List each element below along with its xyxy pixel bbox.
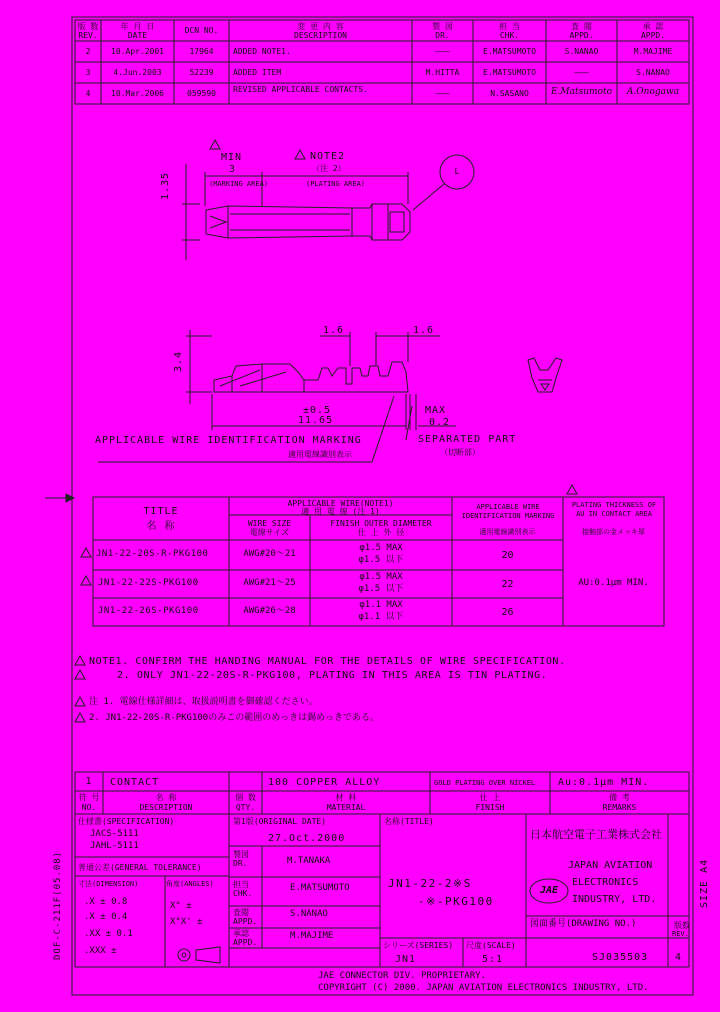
desc-header-en: DESCRIPTION [139,803,193,812]
applicable-marking-jp-label: 適用電線識別表示 [288,450,352,459]
dcn-cell: 17964 [189,47,214,56]
wire-row-od-jp: φ1.1 以下 [358,612,404,622]
part-finish: GOLD PLATING OVER NICKEL [434,779,536,787]
dr-header-jp: 製 図 [432,22,453,31]
dr-cell: M.HITTA [425,68,460,77]
dim-16b-label: 1.6 [413,325,435,336]
appd2-name: M.MAJIME [290,931,334,941]
dcn-header: DCN NO. [184,26,219,35]
min-label: MIN [221,152,243,163]
rev-header-jp: 版 数 [77,22,99,31]
appd1-name: S.NANAO [290,909,328,919]
title-header-en: TITLE [143,506,179,517]
appd1-label-en: APPD. [233,917,258,926]
applicable-wire-header-jp: 適 用 電 線 (注 1) [301,507,380,516]
dr-label-en: DR. [233,859,248,868]
applicable-wire-header: APPLICABLE WIRE(NOTE1) [287,499,394,508]
chk-header-en: CHK. [499,31,520,40]
rev-header-en: REV. [78,31,98,40]
spec-2: JAHL-5111 [90,841,139,851]
dr-cell: ――― [435,47,450,56]
wire-row-title: JN1-22-20S-R-PKG100 [96,549,209,559]
plating-thickness-header-jp: 接触部の金メッキ厚 [582,528,645,536]
appd1-cell: S.NANAO [564,47,599,56]
wire-row-mark: 26 [501,607,514,618]
dimension-label: 寸法(DIMENSION) [78,880,139,888]
plating-value: AU:0.1μm MIN. [578,578,649,588]
dim-tol-label: ±0.5 [303,405,332,416]
date-cell: 4.Jun.2003 [113,68,162,77]
wire-size-header-jp: 電線サイズ [249,528,290,537]
chk-header-jp: 担 当 [499,22,520,31]
note2-jp: 2. JN1-22-20S-R-PKG100のみこの範囲のめっきは錫めっきである。 [89,713,380,723]
applicable-marking-label: APPLICABLE WIRE IDENTIFICATION MARKING [95,435,362,446]
appd2-label-en: APPD. [233,938,258,947]
contact-end-view [528,358,562,392]
dcn-cell: 52239 [189,68,214,77]
company-en-1: JAPAN AVIATION [568,860,653,871]
part-desc: CONTACT [110,777,160,788]
jae-logo: JAE [539,885,559,896]
desc-header-jp: 変 更 内 容 [297,22,344,31]
chk-cell: N.SASANO [490,89,529,98]
tol-3: .XX ± 0.1 [84,929,133,939]
detail-l-label: L [454,167,460,176]
desc-header-jp: 名 称 [155,793,177,802]
contact-top-view [206,204,410,240]
id-marking-header: APPLICABLE WIRE IDENTIFICATION MARKING [461,503,555,520]
copyright-notice: COPYRIGHT (C) 2000. JAPAN AVIATION ELECTRONICS INDUSTRY, LTD. [318,983,649,993]
company-jp: 日本航空電子工業株式会社 [530,828,662,841]
appd2-header-jp: 承 認 [642,22,664,31]
id-marking-header-jp: 適用電線識別表示 [479,528,536,536]
wire-row-od: φ1.5 MAX [359,572,403,582]
max-label: MAX [425,405,447,416]
date-header-en: DATE [127,31,148,40]
tol-1: .X ± 0.8 [84,897,128,907]
part-material: 100 COPPER ALLOY [268,777,381,788]
projection-cone [196,947,220,963]
dcn-cell: 059590 [187,89,216,98]
note1-jp: 注 1. 電線仕様詳細は、取扱説明書を御確認ください。 [89,697,318,707]
rev-cell: 3 [85,68,91,77]
finish-od-header-jp: 仕 上 外 径 [357,528,405,537]
ang-1: X° ± [170,901,192,911]
chk-cell: E.MATSUMOTO [483,68,536,77]
note2-en: 2. ONLY JN1-22-20S-R-PKG100, PLATING IN THIS AREA IS TIN PLATING. [117,670,548,681]
dim-34-label: 3.4 [173,350,184,372]
drawing-no-label: 図面番号(DRAWING NO.) [530,919,637,929]
company-en-2: ELECTRONICS [572,877,639,888]
appd2-cell: S.NANAO [636,68,670,77]
chk-cell: E.MATSUMOTO [483,47,536,56]
wire-row-size: AWG#26～28 [243,606,296,616]
scale-label: 尺度(SCALE) [466,941,516,950]
wire-row-title: JN1-22-26S-PKG100 [98,606,199,616]
desc-cell: ADDED NOTE1. [233,47,291,56]
date-header-jp: 年 月 日 [120,22,155,31]
max-value-label: 0.2 [429,417,451,428]
qty-header-jp: 個 数 [235,793,256,802]
remarks-header-jp: 備 考 [609,793,630,802]
size-label: SIZE A4 [699,858,710,908]
wire-row-od: φ1.5 MAX [359,543,403,553]
wire-row-size: AWG#21～25 [243,578,296,588]
appd1-header-jp: 査 閲 [571,22,592,31]
projection-circle [178,949,190,961]
wire-row-od: φ1.1 MAX [359,600,403,610]
title-header-jp: 名 称 [146,521,176,532]
drawing-no: SJ035503 [592,952,649,963]
appd1-cell: ――― [574,68,589,77]
dr-cell: ――― [435,89,450,98]
date-cell: 10.Apr.2001 [111,47,164,56]
original-date: 27.Oct.2000 [268,833,346,844]
dim-1165-label: 11.65 [298,415,334,426]
wire-row-mark: 20 [501,550,514,561]
sheet-label-en: REV. [672,930,689,938]
rev-cell: 4 [85,89,91,98]
wire-row-od-jp: φ1.5 以下 [358,555,404,565]
spec-label: 仕様書(SPECIFICATION) [78,817,175,826]
finish-header-en: FINISH [475,803,505,812]
wire-row-mark: 22 [501,579,514,590]
appd1-header-en: APPD. [569,31,594,40]
scale-value: 5:1 [482,954,504,965]
appd2-cell: M.MAJIME [633,47,673,56]
sheet-rev: 4 [675,952,683,963]
material-header-jp: 材 料 [335,793,357,802]
appd2-header-en: APPD. [640,31,666,40]
title-label: 名称(TITLE) [384,817,434,826]
appd1-label-jp: 査閲 [233,908,249,917]
chk-label-en: CHK. [233,889,253,898]
plating-thickness-header: PLATING THICKNESS OF AU IN CONTACT AREA [571,501,657,518]
qty-header-en: QTY. [235,803,256,812]
dim-16a-label: 1.6 [323,325,345,336]
angle-label: 角度(ANGLES) [166,880,214,888]
date-cell: 10.Mar.2006 [111,89,164,98]
dr-header-en: DR. [435,31,450,40]
material-header-en: MATERIAL [326,803,366,812]
dim-3-label: 3 [229,164,237,175]
marking-area-label: (MARKING AREA) [209,180,269,188]
series-label: シリーズ(SERIES) [383,941,454,950]
part-title-1: JN1-22-2※S [388,877,472,890]
separated-part-jp-label: （切断部） [440,448,480,457]
tol-4: .XXX ± [84,946,117,956]
dr-label-jp: 製図 [233,850,249,859]
contact-side-view [214,362,408,392]
part-no: 1 [85,776,93,787]
appd2-signature: A.Onogawa [626,87,680,97]
tolerance-label: 普通公差(GENERAL TOLERANCE) [78,863,202,872]
dim-135-label: 1.35 [160,171,171,200]
spec-1: JACS-5111 [90,829,139,839]
chk-name: E.MATSUMOTO [290,883,350,893]
note2-label: NOTE2 [310,151,346,162]
rev-cell: 2 [85,47,91,56]
note1-en: NOTE1. CONFIRM THE HANDING MANUAL FOR THE DETAILS OF WIRE SPECIFICATION. [89,656,566,667]
note2-jp-label: （注 2） [312,164,346,173]
desc-cell: REVISED APPLICABLE CONTACTS. [233,85,368,94]
wire-size-header: WIRE SIZE [247,519,292,528]
no-header-en: NO. [81,803,97,812]
part-title-2: -※-PKG100 [418,895,494,908]
sheet-label: 版数 [674,921,690,930]
plating-area-label: (PLATING AREA) [306,180,366,188]
side-code: DOF-C-211F(05.08) [53,850,63,960]
appd2-label-jp: 承認 [233,929,249,938]
finish-header-jp: 仕 上 [479,793,501,802]
separated-part-label: SEPARATED PART [418,434,517,445]
part-remarks: Au:0.1μm MIN. [558,777,650,788]
remarks-header-en: REMARKS [602,803,637,812]
chk-label-jp: 担当 [233,880,249,889]
wire-row-od-jp: φ1.5 以下 [358,584,404,594]
original-date-label: 第1版(ORIGINAL DATE) [233,817,327,826]
company-en-3: INDUSTRY, LTD. [572,894,657,905]
wire-row-size: AWG#20～21 [243,549,296,559]
dr-name: M.TANAKA [287,856,331,866]
series-value: JN1 [395,954,417,965]
tol-2: .X ± 0.4 [84,912,128,922]
proprietary-notice: JAE CONNECTOR DIV. PROPRIETARY. [318,971,486,981]
wire-row-title: JN1-22-22S-PKG100 [98,578,199,588]
desc-header-en: DESCRIPTION [294,31,347,40]
desc-cell: ADDED ITEM [233,68,282,77]
finish-od-header: FINISH OUTER DIAMETER [330,519,432,528]
ang-2: X°X' ± [170,917,203,927]
no-header-jp: 符 号 [78,793,100,802]
appd1-signature: E.Matsumoto [550,87,613,97]
